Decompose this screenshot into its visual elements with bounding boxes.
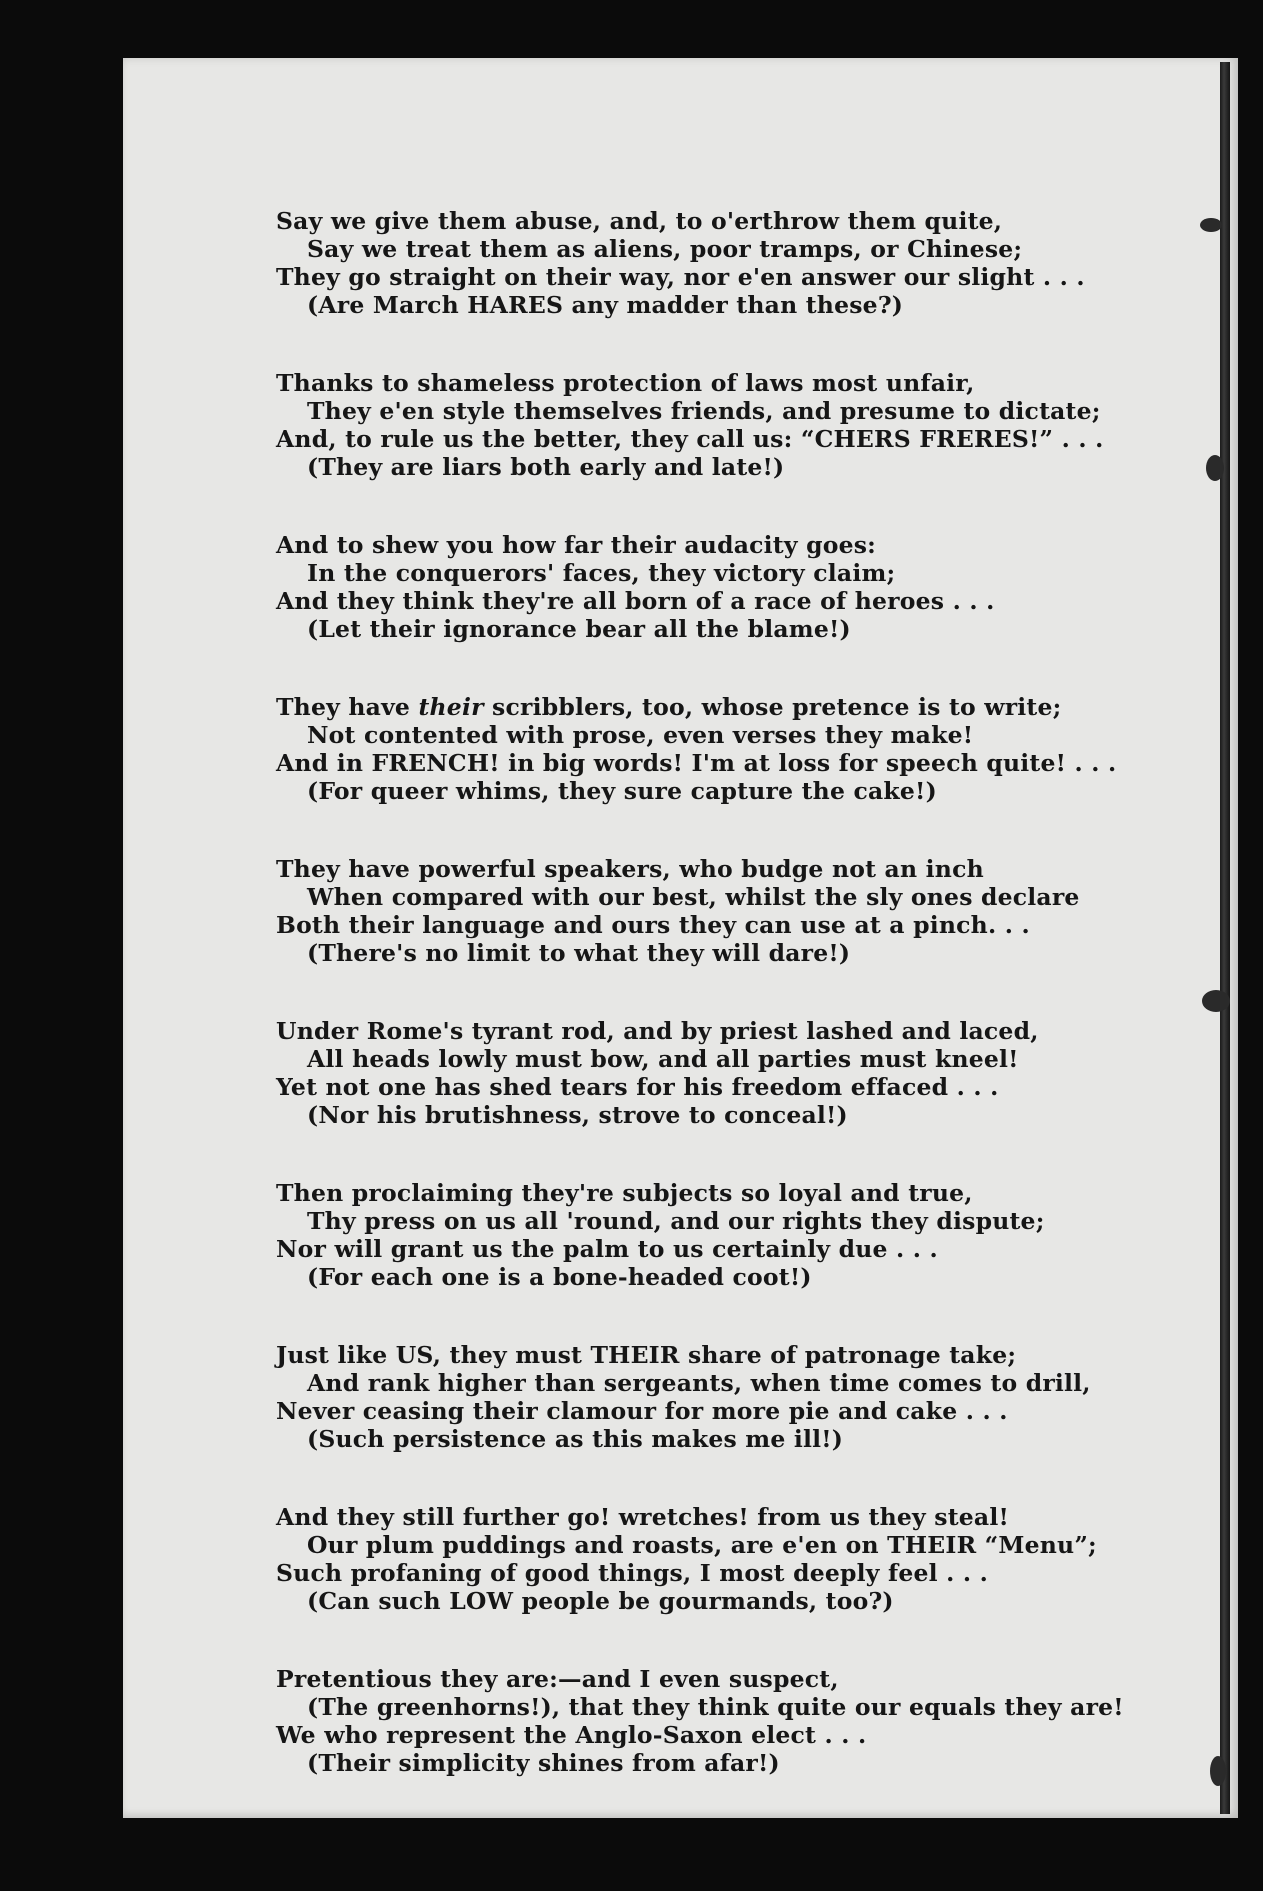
stanza — [276, 207, 1196, 319]
poem-line: (For each one is a bone-headed coot!) — [307, 1263, 812, 1291]
poem-line: When compared with our best, whilst the sly ones declare — [307, 883, 1080, 911]
poem-line: And in FRENCH! in big words! I'm at loss for speech quite! . . . — [276, 749, 1117, 777]
scan-speck — [1206, 455, 1224, 481]
poem-line: And they still further go! wretches! from us they steal! — [276, 1503, 1009, 1531]
poem-line: And, to rule us the better, they call us: “CHERS FRERES!” . . . — [276, 425, 1104, 453]
poem-line: And they think they're all born of a race of heroes . . . — [276, 587, 995, 615]
poem-line: Under Rome's tyrant rod, and by priest lashed and laced, — [276, 1017, 1039, 1045]
stanza — [276, 369, 1196, 481]
poem-line: Then proclaiming they're subjects so loyal and true, — [276, 1179, 973, 1207]
poem-line: (The greenhorns!), that they think quite our equals they are! — [307, 1693, 1124, 1721]
poem-line: In the conquerors' faces, they victory claim; — [307, 559, 896, 587]
poem-line: And to shew you how far their audacity goes: — [276, 531, 877, 559]
scan-speck — [1200, 218, 1222, 232]
poem-line: And rank higher than sergeants, when time comes to drill, — [307, 1369, 1091, 1397]
poem-line: Pretentious they are:—and I even suspect, — [276, 1665, 839, 1693]
poem-line: Yet not one has shed tears for his freedom effaced . . . — [276, 1073, 999, 1101]
stanza — [276, 1017, 1196, 1129]
poem-line: (Their simplicity shines from afar!) — [307, 1749, 780, 1777]
poem-line: Nor will grant us the palm to us certainly due . . . — [276, 1235, 938, 1263]
poem-line: They have their scribblers, too, whose pretence is to write; — [276, 693, 1062, 721]
poem-line: They go straight on their way, nor e'en answer our slight . . . — [276, 263, 1085, 291]
stanza — [276, 531, 1196, 643]
poem-line: Thanks to shameless protection of laws most unfair, — [276, 369, 975, 397]
poem-line: (Can such LOW people be gourmands, too?) — [307, 1587, 894, 1615]
poem-line: (Nor his brutishness, strove to conceal!) — [307, 1101, 848, 1129]
poem-line: (Such persistence as this makes me ill!) — [307, 1425, 844, 1453]
poem-line: (Are March HARES any madder than these?) — [307, 291, 904, 319]
poem-line: Just like US, they must THEIR share of patronage take; — [276, 1341, 1017, 1369]
poem-line: (They are liars both early and late!) — [307, 453, 785, 481]
stanza — [276, 1503, 1196, 1615]
poem-line: Never ceasing their clamour for more pie and cake . . . — [276, 1397, 1008, 1425]
poem-line: Such profaning of good things, I most deeply feel . . . — [276, 1559, 989, 1587]
poem-line: (For queer whims, they sure capture the cake!) — [307, 777, 937, 805]
poem-line: Both their language and ours they can use at a pinch. . . — [276, 911, 1030, 939]
scan-speck — [1202, 990, 1230, 1012]
poem-line: They e'en style themselves friends, and presume to dictate; — [307, 397, 1101, 425]
page-binding-edge — [1220, 62, 1230, 1814]
poem-line: Not contented with prose, even verses they make! — [307, 721, 974, 749]
stanza — [276, 1179, 1196, 1291]
poem-line: Thy press on us all 'round, and our rights they dispute; — [307, 1207, 1045, 1235]
poem-line: Say we treat them as aliens, poor tramps, or Chinese; — [307, 235, 1023, 263]
stanza — [276, 693, 1196, 805]
poem-line: (Let their ignorance bear all the blame!) — [307, 615, 851, 643]
poem-line: Our plum puddings and roasts, are e'en on THEIR “Menu”; — [307, 1531, 1097, 1559]
poem-line: All heads lowly must bow, and all parties must kneel! — [307, 1045, 1019, 1073]
poem-line: Say we give them abuse, and, to o'erthrow them quite, — [276, 207, 1003, 235]
poem-body — [276, 207, 1196, 1827]
stanza — [276, 855, 1196, 967]
scan-speck — [1210, 1756, 1226, 1786]
stanza — [276, 1665, 1196, 1777]
poem-line: They have powerful speakers, who budge not an inch — [276, 855, 984, 883]
poem-line: We who represent the Anglo-Saxon elect . . . — [276, 1721, 867, 1749]
poem-line: (There's no limit to what they will dare!) — [307, 939, 851, 967]
stanza — [276, 1341, 1196, 1453]
